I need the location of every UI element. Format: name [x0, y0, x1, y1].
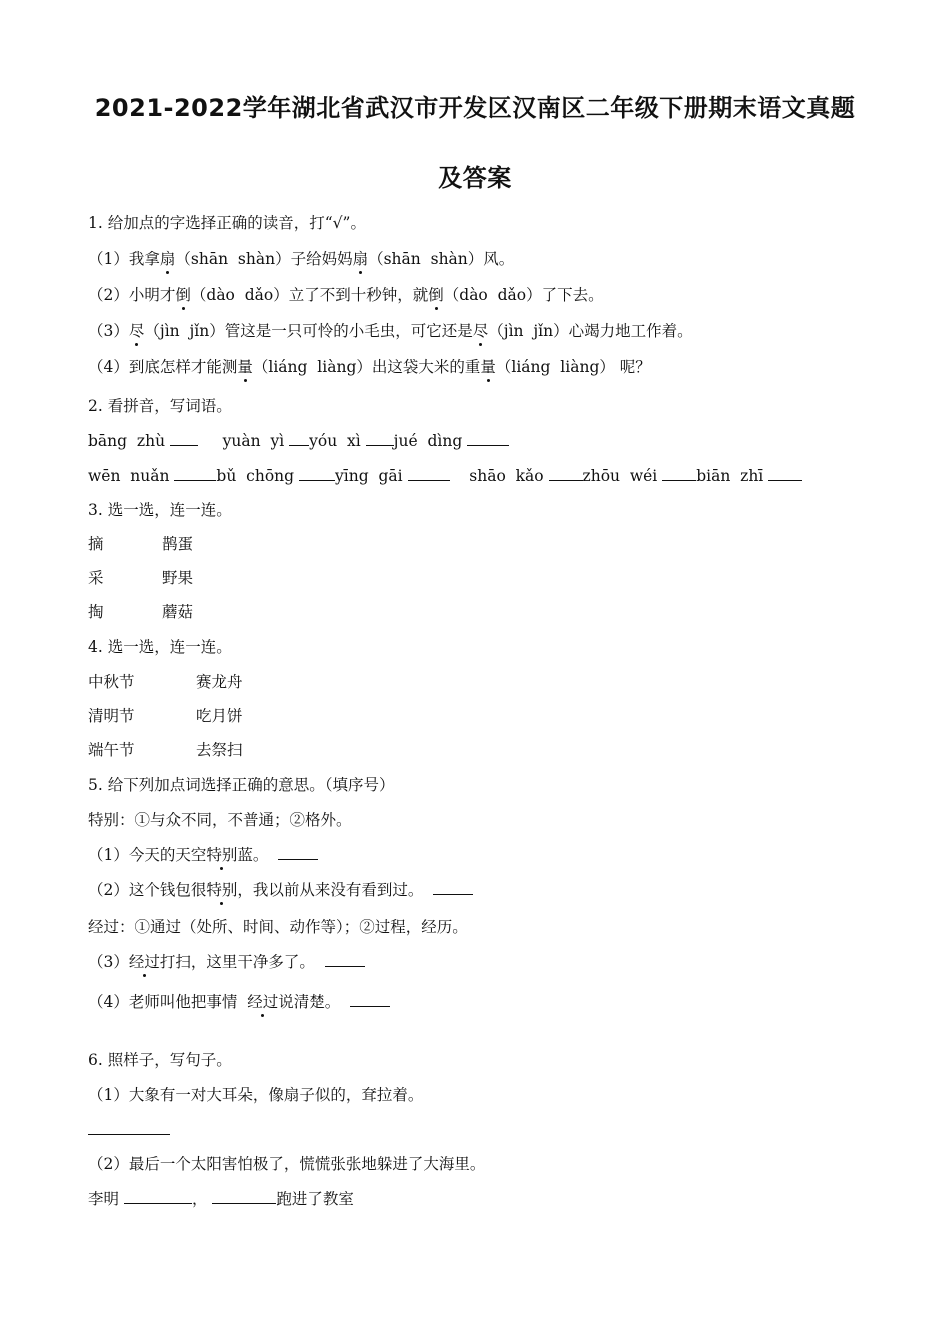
q6-stem: 6. 照样子，写句子。	[88, 1051, 232, 1069]
answer-blank[interactable]	[433, 880, 473, 895]
q3-left-item[interactable]: 摘	[88, 535, 104, 553]
q4-right-item[interactable]: 赛龙舟	[196, 673, 243, 691]
q3-left-item[interactable]: 采	[88, 569, 104, 587]
answer-blank[interactable]	[278, 845, 318, 860]
q4-left-item[interactable]: 中秋节	[88, 673, 135, 691]
answer-blank[interactable]	[408, 466, 450, 481]
answer-blank[interactable]	[124, 1189, 192, 1204]
q1-sentence-1: （1）我拿扇（shān shàn）子给妈妈扇（shān shàn）风。	[88, 250, 515, 268]
q4-right-item[interactable]: 吃月饼	[196, 707, 243, 725]
answer-blank[interactable]	[325, 952, 365, 967]
answer-blank[interactable]	[549, 466, 583, 481]
q5-definition-1: 特别：①与众不同，不普通；②格外。	[88, 811, 352, 829]
answer-blank[interactable]	[289, 431, 309, 446]
q1-stem: 1. 给加点的字选择正确的读音，打“√”。	[88, 214, 366, 232]
q2-pinyin-row-1: bāng zhù yuàn yì yóu xì jué dìng	[88, 431, 509, 451]
answer-blank[interactable]	[299, 466, 335, 481]
answer-blank[interactable]	[174, 466, 216, 481]
answer-blank[interactable]	[170, 431, 198, 446]
q3-right-item[interactable]: 鹊蛋	[162, 535, 194, 553]
q3-stem: 3. 选一选，连一连。	[88, 501, 232, 519]
page-title-continued: 及答案	[438, 164, 512, 192]
q6-answer-line[interactable]	[88, 1120, 170, 1140]
q5-stem: 5. 给下列加点词选择正确的意思。（填序号）	[88, 776, 395, 794]
q6-sentence-1: （1）大象有一对大耳朵，像扇子似的，耷拉着。	[88, 1086, 424, 1104]
q4-left-item[interactable]: 端午节	[88, 741, 135, 759]
answer-blank[interactable]	[350, 992, 390, 1007]
q5-sentence-2: （2）这个钱包很特别，我以前从来没有看到过。	[88, 880, 473, 900]
q5-sentence-4: （4）老师叫他把事情 经过说清楚。	[88, 992, 390, 1012]
answer-blank[interactable]	[768, 466, 802, 481]
answer-blank[interactable]	[467, 431, 509, 446]
q6-fill-sentence: 李明 ， 跑进了教室	[88, 1190, 354, 1208]
q4-left-item[interactable]: 清明节	[88, 707, 135, 725]
q5-definition-2: 经过：①通过（处所、时间、动作等）；②过程，经历。	[88, 918, 468, 936]
q2-stem: 2. 看拼音，写词语。	[88, 397, 232, 415]
q5-sentence-1: （1）今天的天空特别蓝。	[88, 845, 318, 865]
page-title: 2021-2022学年湖北省武汉市开发区汉南区二年级下册期末语文真题	[94, 94, 856, 122]
q4-right-item[interactable]: 去祭扫	[196, 741, 243, 759]
q6-sentence-2: （2）最后一个太阳害怕极了，慌慌张张地躲进了大海里。	[88, 1155, 486, 1173]
answer-blank[interactable]	[662, 466, 696, 481]
q2-pinyin-row-2: wēn nuǎn bǔ chōng yīng gāi shāo kǎo zhōu wéi biān zhī	[88, 466, 802, 486]
q1-sentence-3: （3）尽（jìn jǐn）管这是一只可怜的小毛虫，可它还是尽（jìn jǐn）心竭力地工作着。	[88, 322, 693, 340]
answer-blank[interactable]	[366, 431, 394, 446]
q3-right-item[interactable]: 蘑菇	[162, 603, 194, 621]
q3-left-item[interactable]: 掏	[88, 603, 104, 621]
q4-stem: 4. 选一选，连一连。	[88, 638, 232, 656]
q1-sentence-4: （4）到底怎样才能测量（liáng liàng）出这袋大米的重量（liáng liàng） 呢？	[88, 358, 651, 376]
q3-right-item[interactable]: 野果	[162, 569, 194, 587]
q1-sentence-2: （2）小明才倒（dào dǎo）立了不到十秒钟，就倒（dào dǎo）了下去。	[88, 286, 604, 304]
answer-blank[interactable]	[212, 1189, 276, 1204]
q5-sentence-3: （3）经过打扫，这里干净多了。	[88, 952, 365, 972]
